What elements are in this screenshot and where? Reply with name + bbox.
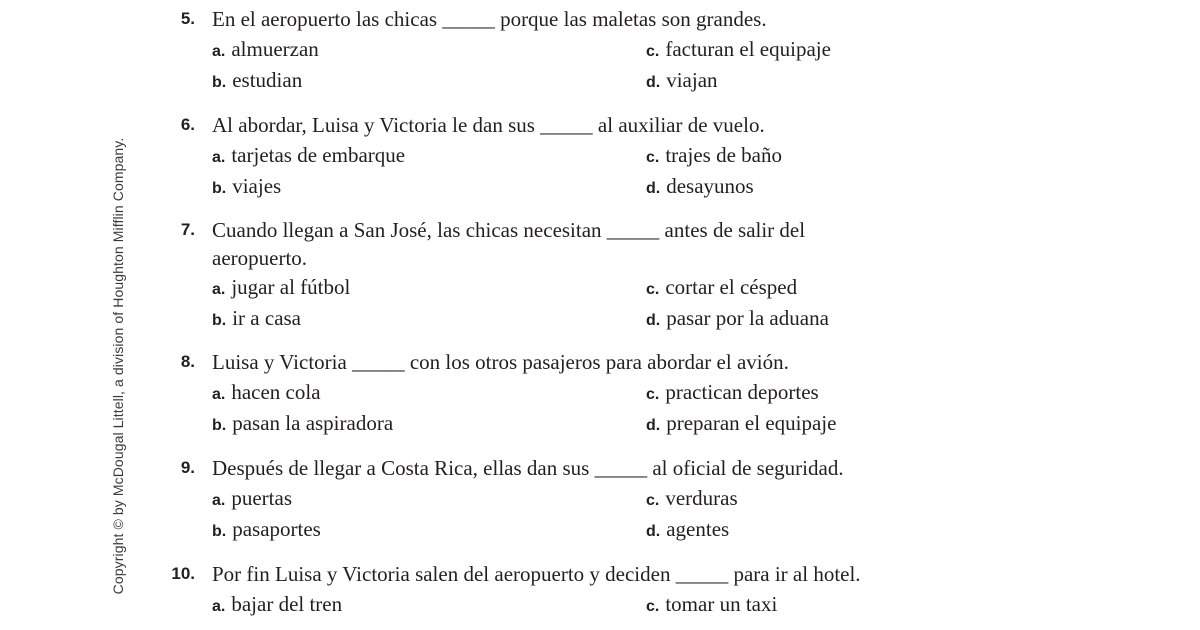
option-letter: b. bbox=[212, 523, 227, 540]
option-letter: a. bbox=[212, 149, 226, 166]
option-letter: a. bbox=[212, 43, 226, 60]
option-letter: b. bbox=[212, 417, 227, 434]
option-letter: a. bbox=[212, 281, 226, 298]
option-text: practican deportes bbox=[665, 380, 819, 404]
question-number: 8. bbox=[180, 352, 195, 371]
option-letter: a. bbox=[212, 598, 226, 615]
question-number: 9. bbox=[180, 458, 195, 477]
option-text: trajes de baño bbox=[665, 143, 782, 167]
option-c[interactable] bbox=[646, 35, 831, 66]
option-text: facturan el equipaje bbox=[665, 37, 831, 61]
option-text: tarjetas de embarque bbox=[231, 143, 406, 167]
option-letter: d. bbox=[646, 523, 661, 540]
option-text: tomar un taxi bbox=[665, 592, 778, 616]
option-c[interactable] bbox=[646, 378, 819, 409]
option-b[interactable] bbox=[212, 66, 302, 97]
question-text: Al abordar, Luisa y Victoria le dan sus _____ al auxiliar de vuelo. bbox=[212, 113, 765, 137]
option-letter: b. bbox=[212, 74, 227, 91]
option-letter: c. bbox=[646, 492, 660, 509]
option-text: almuerzan bbox=[231, 37, 319, 61]
option-text: puertas bbox=[231, 486, 292, 510]
option-c[interactable] bbox=[646, 484, 738, 515]
option-text: jugar al fútbol bbox=[231, 275, 351, 299]
question-number: 7. bbox=[180, 220, 195, 239]
option-d[interactable] bbox=[646, 172, 754, 203]
option-d[interactable] bbox=[646, 409, 836, 440]
option-b[interactable] bbox=[212, 409, 393, 440]
option-c[interactable] bbox=[646, 141, 782, 172]
option-text: pasaportes bbox=[232, 517, 321, 541]
question-number: 6. bbox=[180, 115, 195, 134]
option-text: verduras bbox=[665, 486, 738, 510]
question-text: En el aeropuerto las chicas _____ porque las maletas son grandes. bbox=[212, 7, 767, 31]
question-text bbox=[212, 216, 912, 272]
option-letter: c. bbox=[646, 281, 660, 298]
option-a[interactable] bbox=[212, 378, 321, 409]
option-text: preparan el equipaje bbox=[666, 411, 837, 435]
option-b[interactable] bbox=[212, 515, 321, 546]
option-letter: d. bbox=[646, 180, 661, 197]
option-text: pasar por la aduana bbox=[666, 306, 829, 330]
option-d[interactable] bbox=[646, 66, 718, 97]
option-a[interactable] bbox=[212, 141, 405, 172]
question-text: Por fin Luisa y Victoria salen del aeropuerto y deciden _____ para ir al hotel. bbox=[212, 562, 861, 586]
option-c[interactable] bbox=[646, 590, 777, 621]
option-a[interactable] bbox=[212, 273, 350, 304]
option-text: bajar del tren bbox=[231, 592, 343, 616]
option-text: cortar el césped bbox=[665, 275, 798, 299]
copyright-notice: Copyright © by McDougal Littell, a division of Houghton Mifflin Company. bbox=[110, 137, 126, 595]
option-letter: b. bbox=[212, 312, 227, 329]
option-b[interactable] bbox=[212, 304, 301, 335]
option-letter: c. bbox=[646, 386, 660, 403]
question-text: Luisa y Victoria _____ con los otros pasajeros para abordar el avión. bbox=[212, 350, 789, 374]
option-letter: d. bbox=[646, 417, 661, 434]
option-letter: d. bbox=[646, 312, 661, 329]
option-a[interactable] bbox=[212, 35, 319, 66]
question-text-line-1: Cuando llegan a San José, las chicas necesitan _____ antes de salir del bbox=[212, 218, 806, 242]
option-letter: a. bbox=[212, 492, 226, 509]
option-text: pasan la aspiradora bbox=[232, 411, 394, 435]
option-letter: b. bbox=[212, 180, 227, 197]
option-text: hacen cola bbox=[231, 380, 321, 404]
option-text: viajes bbox=[232, 174, 282, 198]
option-letter: d. bbox=[646, 74, 661, 91]
question-number: 5. bbox=[180, 9, 195, 28]
option-a[interactable] bbox=[212, 590, 342, 621]
question-number: 10. bbox=[171, 564, 195, 583]
option-a[interactable] bbox=[212, 484, 292, 515]
option-d[interactable] bbox=[646, 515, 729, 546]
option-letter: c. bbox=[646, 149, 660, 166]
option-text: ir a casa bbox=[232, 306, 302, 330]
question-text: Después de llegar a Costa Rica, ellas dan sus _____ al oficial de seguridad. bbox=[212, 456, 844, 480]
option-letter: c. bbox=[646, 598, 660, 615]
option-text: agentes bbox=[666, 517, 730, 541]
option-text: desayunos bbox=[666, 174, 754, 198]
option-text: viajan bbox=[666, 68, 718, 92]
option-letter: a. bbox=[212, 386, 226, 403]
option-b[interactable] bbox=[212, 172, 281, 203]
option-text: estudian bbox=[232, 68, 303, 92]
option-d[interactable] bbox=[646, 304, 829, 335]
option-letter: c. bbox=[646, 43, 660, 60]
question-text-line-2: aeropuerto. bbox=[212, 246, 308, 270]
option-c[interactable] bbox=[646, 273, 797, 304]
